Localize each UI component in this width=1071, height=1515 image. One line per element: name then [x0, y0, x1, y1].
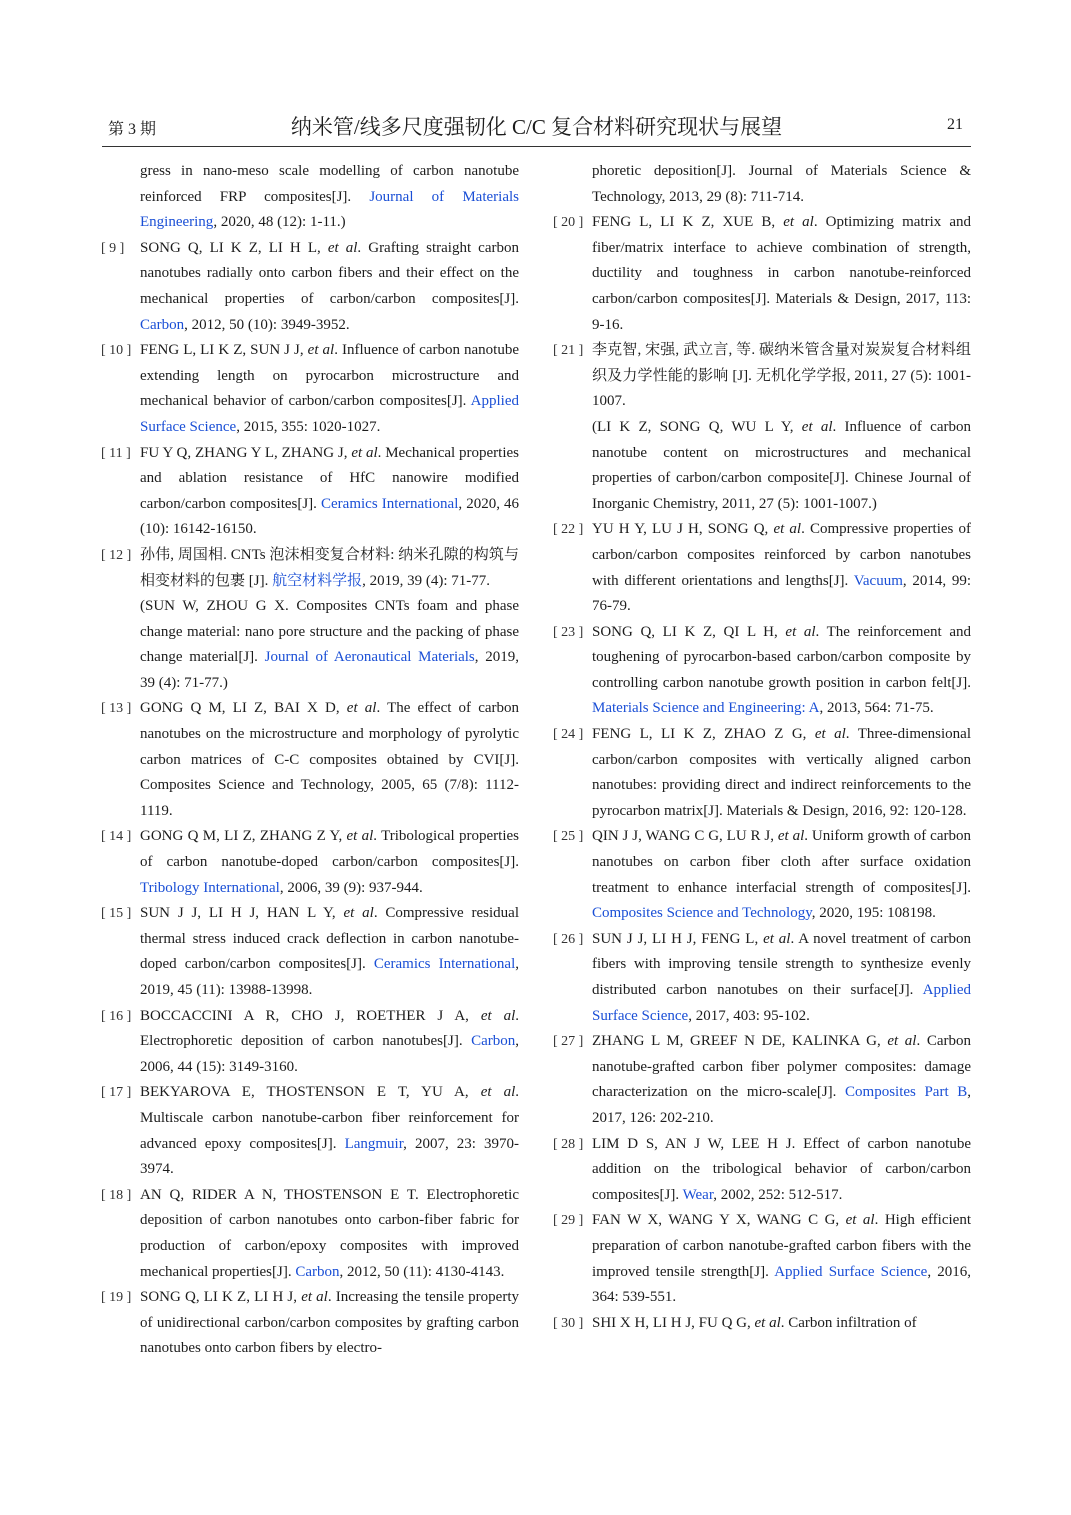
journal-link[interactable]: Composites Part B: [845, 1084, 968, 1101]
reference-entry: [101, 338, 519, 440]
reference-entry: [101, 1080, 519, 1182]
et-al: et al: [307, 342, 335, 359]
reference-number: [ 15 ]: [101, 906, 132, 922]
journal-link[interactable]: Journal of Materials Engineering: [140, 188, 519, 231]
reference-number: [ 19 ]: [101, 1290, 132, 1306]
reference-number: [ 30 ]: [553, 1315, 584, 1331]
reference-number: [ 28 ]: [553, 1136, 584, 1152]
reference-number: [ 21 ]: [553, 343, 584, 359]
reference-entry: [101, 1004, 519, 1081]
reference-title: . Grafting straight carbon nanotubes radially onto carbon fibers and their effect on the mechanical properties of carbon/carbon composites[J].: [140, 239, 519, 307]
reference-details: , 2012, 50 (11): 4130-4143.: [339, 1263, 505, 1280]
reference-authors-and-title: FENG L, LI K Z, SUN J J,: [140, 342, 308, 359]
et-al: et al: [346, 700, 377, 717]
reference-title: . Mechanical properties and ablation resistance of HfC nanowire modified carbon/carbon composites[J].: [140, 444, 519, 512]
reference-text: [592, 1029, 971, 1131]
journal-link[interactable]: 航空材料学报: [272, 572, 363, 589]
reference-number: [ 10 ]: [101, 343, 132, 359]
reference-text: [592, 1311, 971, 1337]
reference-details: , 2020, 46 (10): 16142-16150.: [140, 495, 520, 538]
reference-title: . Optimizing matrix and fiber/matrix interface to achieve combination of strength, ductility and toughness in carbon nanotube-reinforced carbon/carbon composites[J]. Materials & Design, 2017, 113: 9-16.: [592, 214, 971, 333]
reference-text: [140, 236, 519, 338]
reference-details: , 2016, 364: 539-551.: [592, 1263, 971, 1306]
english-translation: [592, 415, 971, 517]
et-al: et al: [343, 905, 374, 922]
reference-authors-and-title: ZHANG L M, GREEF N DE, KALINKA G,: [592, 1033, 888, 1050]
reference-entry: [101, 441, 519, 543]
reference-number: [ 16 ]: [101, 1008, 132, 1024]
reference-text: [592, 517, 971, 619]
reference-text: [592, 620, 971, 722]
reference-details: , 2019, 39 (4): 71-77.: [362, 572, 491, 589]
reference-details: , 2017, 126: 202-210.: [592, 1084, 971, 1126]
reference-entry: [101, 1183, 519, 1285]
et-al: et al: [773, 521, 802, 538]
reference-entry: [553, 338, 971, 517]
reference-details: , 2012, 50 (10): 3949-3952.: [184, 316, 350, 333]
translation-text: . Influence of carbon nanotube content on microstructures and mechanical properties of carbon/carbon composite[J]. Chinese Journal of Inorganic Chemistry, 2011, 27 (5): 1001-1007.): [592, 418, 971, 512]
et-al: et al: [480, 1084, 516, 1101]
reference-entry: [101, 696, 519, 824]
reference-title: . Compressive properties of carbon/carbon composites reinforced by carbon nanotubes with different orientations and lengths[J].: [592, 521, 971, 589]
reference-entry: [553, 824, 971, 926]
reference-entry: [553, 927, 971, 1029]
et-al: et al: [814, 726, 846, 743]
reference-number: [ 20 ]: [553, 215, 584, 231]
journal-link[interactable]: Composites Science and Technology: [592, 905, 812, 922]
journal-link[interactable]: Ceramics International: [321, 495, 459, 512]
reference-entry: [101, 824, 519, 901]
et-al: et al: [327, 239, 358, 256]
reference-entry: [553, 1132, 971, 1209]
reference-continuation: [553, 159, 971, 210]
reference-number: [ 17 ]: [101, 1085, 132, 1101]
reference-authors-and-title: 李克智, 宋强, 武立言, 等. 碳纳米管含量对炭炭复合材料组织及力学性能的影响 [J]. 无机化学学报, 2011, 27 (5): 1001-1007.: [592, 342, 971, 410]
issue-label: 第 3 期: [108, 121, 157, 138]
journal-link[interactable]: Carbon: [140, 316, 185, 333]
et-al: et al: [763, 930, 791, 947]
et-al: et al: [754, 1314, 781, 1331]
reference-entry: [553, 1208, 971, 1310]
et-al: et al: [801, 418, 833, 435]
journal-link[interactable]: Applied Surface Science: [592, 982, 971, 1024]
journal-link[interactable]: Applied Surface Science: [774, 1263, 928, 1280]
reference-number: [ 14 ]: [101, 829, 132, 845]
et-al: et al: [887, 1033, 917, 1050]
reference-number: [ 11 ]: [101, 445, 131, 461]
et-al: et al: [346, 828, 374, 845]
reference-details: , 2013, 564: 71-75.: [819, 700, 934, 717]
translation-details: , 2019, 39 (4): 71-77.): [140, 649, 520, 691]
journal-link[interactable]: Vacuum: [853, 572, 903, 589]
reference-text: [592, 722, 971, 824]
et-al: et al: [480, 1007, 516, 1024]
reference-text: [553, 159, 971, 210]
journal-link[interactable]: Wear: [682, 1186, 714, 1203]
et-al: et al: [785, 623, 816, 640]
reference-title: . Compressive residual thermal stress induced crack deflection in carbon nanotube-doped carbon/carbon composites[J].: [140, 905, 519, 973]
reference-text: [592, 210, 971, 338]
reference-number: [ 9 ]: [101, 240, 125, 256]
translation-text: (SUN W, ZHOU G X. Composites CNTs foam and phase change material: nano pore structure and the packing of phase change material[J].: [140, 598, 519, 666]
reference-number: [ 27 ]: [553, 1034, 584, 1050]
reference-text: [140, 901, 519, 1003]
reference-authors-and-title: QIN J J, WANG C G, LU R J,: [592, 828, 778, 845]
reference-authors-and-title: SHI X H, LI H J, FU Q G,: [592, 1314, 755, 1331]
right-reference-column: [553, 159, 971, 1336]
et-al: et al: [783, 214, 814, 231]
running-title: 纳米管/线多尺度强韧化 C/C 复合材料研究现状与展望: [290, 115, 783, 139]
header-rule: [102, 146, 971, 147]
reference-entry: [101, 1285, 519, 1362]
reference-details: , 2006, 39 (9): 937-944.: [279, 879, 423, 896]
reference-authors-and-title: LIM D S, AN J W, LEE H J. Effect of carbon nanotube addition on the tribological behavior of carbon/carbon composites[J].: [592, 1135, 971, 1203]
reference-authors-and-title: SUN J J, LI H J, HAN L Y,: [140, 905, 344, 922]
reference-text: [140, 696, 519, 824]
reference-entry: [553, 1311, 971, 1337]
reference-title: . The reinforcement and toughening of pyrocarbon-based carbon/carbon composite by controlling carbon nanotube growth position in carbon felt[J].: [592, 623, 972, 691]
journal-link[interactable]: Journal of Aeronautical Materials: [264, 649, 475, 666]
et-al: et al: [777, 828, 805, 845]
journal-link[interactable]: Carbon: [471, 1033, 516, 1050]
reference-authors-and-title: gress in nano-meso scale modelling of carbon nanotube reinforced FRP composites[J].: [140, 163, 519, 205]
reference-text: [592, 1208, 971, 1310]
reference-entry: [553, 722, 971, 824]
reference-title: . The effect of carbon nanotubes on the microstructure and morphology of pyrolytic carbon matrices of C-C composites obtained by CVI[J]. Composites Science and Technology, 2005, 65 (7/8): 1112-1119.: [140, 700, 520, 819]
reference-entry: [553, 210, 971, 338]
reference-authors-and-title: SUN J J, LI H J, FENG L,: [592, 930, 764, 947]
reference-title: . Multiscale carbon nanotube-carbon fiber reinforcement for advanced epoxy composites[J].: [140, 1084, 519, 1152]
reference-text: [140, 543, 519, 697]
et-al: et al: [301, 1289, 328, 1306]
reference-text: [140, 1080, 519, 1182]
reference-details: , 2014, 99: 76-79.: [592, 572, 971, 615]
journal-link[interactable]: Tribology International: [140, 879, 280, 896]
reference-authors-and-title: phoretic deposition[J]. Journal of Materials Science & Technology, 2013, 29 (8): 711-714.: [592, 163, 971, 205]
reference-authors-and-title: AN Q, RIDER A N, THOSTENSON E T. Electrophoretic deposition of carbon nanotubes onto carbon-fiber fabric for production of carbon/epoxy composites with improved mechanical properties[J].: [140, 1186, 519, 1280]
reference-authors-and-title: FAN W X, WANG Y X, WANG C G,: [592, 1212, 846, 1229]
reference-title: . Influence of carbon nanotube extending length on pyrocarbon microstructure and mechanical behavior of carbon/carbon composites[J].: [140, 342, 519, 410]
reference-authors-and-title: SONG Q, LI K Z, LI H J,: [140, 1289, 302, 1306]
reference-entry: [553, 620, 971, 722]
journal-link[interactable]: Langmuir: [344, 1135, 404, 1152]
reference-text: [140, 1285, 519, 1362]
reference-title: . A novel treatment of carbon fibers with improving tensile strength to synthesize evenly distributed carbon nanotubes on their surface[J].: [592, 930, 972, 998]
reference-entry: [101, 901, 519, 1003]
translation-text: (LI K Z, SONG Q, WU L Y,: [592, 418, 802, 435]
reference-number: [ 26 ]: [553, 931, 584, 947]
reference-title: . Electrophoretic deposition of carbon nanotubes[J].: [140, 1007, 519, 1050]
reference-title: . Increasing the tensile property of unidirectional carbon/carbon composites by grafting carbon nanotubes onto carbon fibers by electro-: [140, 1289, 519, 1357]
reference-authors-and-title: FENG L, LI K Z, ZHAO Z G,: [592, 726, 815, 743]
reference-number: [ 18 ]: [101, 1187, 132, 1203]
et-al: et al: [351, 444, 378, 461]
page-number: 21: [947, 116, 963, 133]
reference-authors-and-title: FU Y Q, ZHANG Y L, ZHANG J,: [140, 444, 352, 461]
reference-authors-and-title: 孙伟, 周国相. CNTs 泡沫相变复合材料: 纳米孔隙的构筑与相变材料的包裹 [J].: [140, 546, 519, 589]
reference-number: [ 23 ]: [553, 624, 584, 640]
reference-title: . Carbon infiltration of: [780, 1314, 917, 1331]
reference-entry: [553, 517, 971, 619]
reference-authors-and-title: YU H Y, LU J H, SONG Q,: [592, 521, 774, 538]
reference-authors-and-title: SONG Q, LI K Z, QI L H,: [592, 623, 786, 640]
page-header: [102, 108, 971, 146]
reference-title: . Tribological properties of carbon nanotube-doped carbon/carbon composites[J].: [140, 828, 519, 871]
reference-details: , 2020, 48 (12): 1-11.): [213, 214, 346, 231]
reference-text: [592, 824, 971, 926]
english-translation: [140, 594, 519, 696]
et-al: et al: [845, 1212, 875, 1229]
reference-details: , 2015, 355: 1020-1027.: [236, 418, 381, 435]
reference-authors-and-title: BEKYAROVA E, THOSTENSON E T, YU A,: [140, 1084, 481, 1101]
reference-number: [ 25 ]: [553, 829, 584, 845]
reference-text: [592, 927, 971, 1029]
reference-authors-and-title: GONG Q M, LI Z, ZHANG Z Y,: [140, 828, 347, 845]
reference-number: [ 22 ]: [553, 522, 584, 538]
reference-title: . Carbon nanotube-grafted carbon fiber polymer composites: damage characterization on the micro-scale[J].: [592, 1033, 971, 1101]
reference-number: [ 12 ]: [101, 547, 132, 563]
reference-number: [ 13 ]: [101, 701, 132, 717]
reference-text: [101, 159, 519, 236]
reference-text: [592, 338, 971, 517]
reference-authors-and-title: BOCCACCINI A R, CHO J, ROETHER J A,: [140, 1007, 481, 1024]
reference-details: , 2020, 195: 108198.: [811, 905, 936, 922]
reference-text: [140, 441, 519, 543]
journal-link[interactable]: Materials Science and Engineering: A: [592, 700, 820, 717]
reference-authors-and-title: GONG Q M, LI Z, BAI X D,: [140, 700, 347, 717]
reference-details: , 2007, 23: 3970-3974.: [140, 1135, 519, 1178]
reference-text: [140, 338, 519, 440]
reference-text: [140, 1004, 519, 1081]
reference-number: [ 29 ]: [553, 1213, 584, 1229]
reference-details: , 2002, 252: 512-517.: [713, 1186, 843, 1203]
reference-entry: [101, 543, 519, 697]
reference-entry: [553, 1029, 971, 1131]
reference-title: . Uniform growth of carbon nanotubes on carbon fiber cloth after surface oxidation treatment to enhance interfacial strength of composites[J].: [592, 828, 971, 896]
reference-entry: [101, 236, 519, 338]
reference-number: [ 24 ]: [553, 727, 584, 743]
left-reference-column: [101, 159, 519, 1362]
reference-title: . Three-dimensional carbon/carbon composites with vertically aligned carbon nanotubes: providing direct and indirect reinforcements to the pyrocarbon matrix[J]. Materials & Design, 2016, 92: 120-128.: [592, 726, 971, 819]
reference-text: [140, 1183, 519, 1285]
reference-continuation: [101, 159, 519, 236]
reference-text: [592, 1132, 971, 1209]
reference-authors-and-title: FENG L, LI K Z, XUE B,: [592, 214, 784, 231]
reference-details: , 2006, 44 (15): 3149-3160.: [140, 1033, 519, 1075]
reference-details: , 2019, 45 (11): 13988-13998.: [140, 956, 519, 998]
reference-details: , 2017, 403: 95-102.: [688, 1007, 810, 1024]
journal-link[interactable]: Carbon: [295, 1263, 340, 1280]
reference-title: . High efficient preparation of carbon nanotube-grafted carbon fibers with the improved tensile strength[J].: [592, 1212, 971, 1280]
journal-link[interactable]: Applied Surface Science: [140, 393, 519, 435]
journal-link[interactable]: Ceramics International: [373, 956, 516, 973]
reference-text: [140, 824, 519, 901]
reference-authors-and-title: SONG Q, LI K Z, LI H L,: [140, 239, 328, 256]
